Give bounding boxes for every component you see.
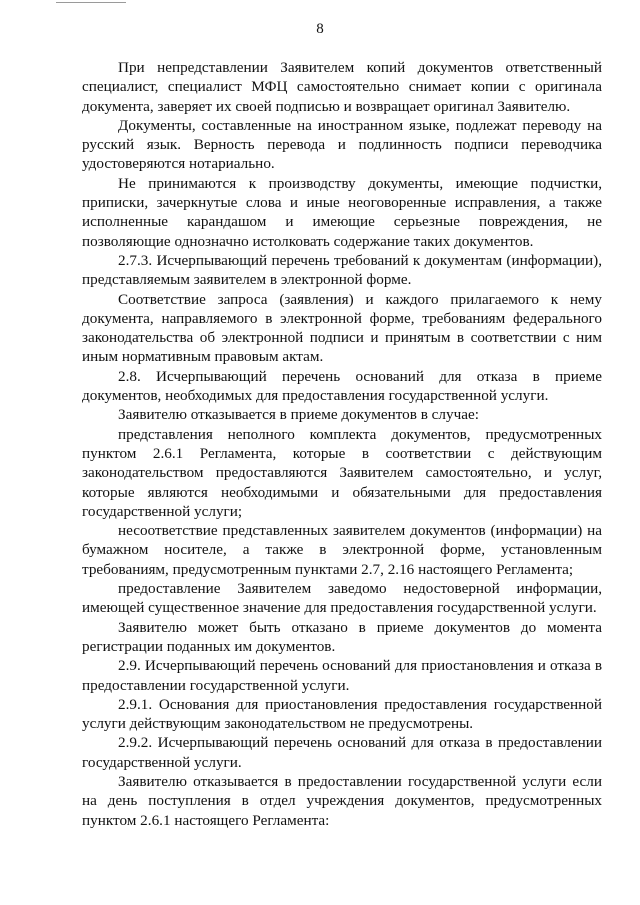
paragraph-refusal-intro: Заявителю отказывается в приеме документов в случае: <box>118 406 479 424</box>
paragraph-false-information: предоставление Заявителем заведомо недостоверной информации, имеющей существенное значение для предоставления государственной услуги. <box>82 580 602 617</box>
paragraph-2-9-1: 2.9.1. Основания для приостановления предоставления государственной услуги действующим законодательством не предусмотрены. <box>82 695 602 733</box>
paragraph-electronic-signature: Соответствие запроса (заявления) и каждого прилагаемого к нему документа, направляемого в электронной форме, требованиям федерального законодательства об электронной подписи и принятым в соответствии с ним иным нормативным правовым актам. <box>82 290 602 366</box>
document-body <box>82 58 602 830</box>
paragraph-2-7-3-heading: 2.7.3. Исчерпывающий перечень требований к документам (информации), представляемым заявителем в электронной форме. <box>82 251 602 289</box>
paragraph-foreign-language: Документы, составленные на иностранном языке, подлежат переводу на русский язык. Верность перевода и подлинность подписи переводчика удостоверяются нотариально. <box>82 116 602 173</box>
paragraph-refusal-before-registration: Заявителю может быть отказано в приеме документов до момента регистрации поданных им документов. <box>82 618 602 655</box>
paragraph-2-8-heading: 2.8. Исчерпывающий перечень оснований для отказа в приеме документов, необходимых для предоставления государственной услуги. <box>82 367 602 405</box>
paragraph-not-accepted-documents: Не принимаются к производству документы, имеющие подчистки, приписки, зачеркнутые слова и иные неоговоренные исправления, а также исполненные карандашом и имеющие серьезные повреждения, не позволяющие однозначно истолковать содержание таких документов. <box>82 174 602 250</box>
top-border-rule <box>56 2 126 3</box>
paragraph-2-9-heading: 2.9. Исчерпывающий перечень оснований для приостановления и отказа в предоставлении государственной услуги. <box>82 657 602 694</box>
paragraph-incomplete-set: представления неполного комплекта документов, предусмотренных пунктом 2.6.1 Регламента, которые в соответствии с действующим законодательством предоставляются Заявителем самостоятельно, и услуг, которые являются необходимыми и обязательными для предоставления государственной услуги; <box>82 425 602 520</box>
paragraph-non-compliance: несоответствие представленных заявителем документов (информации) на бумажном носителе, а также в электронной форме, установленным требованиям, предусмотренным пунктами 2.7, 2.16 настоящего Регламента; <box>82 522 602 578</box>
paragraph-2-9-2: 2.9.2. Исчерпывающий перечень оснований для отказа в предоставлении государственной услуги. <box>82 734 602 771</box>
paragraph-copies-by-specialist: При непредставлении Заявителем копий документов ответственный специалист, специалист МФЦ самостоятельно снимает копии с оригинала документа, заверяет их своей подписью и возвращает оригинал Заявителю. <box>82 59 602 115</box>
page-number: 8 <box>316 21 324 37</box>
paragraph-refusal-service: Заявителю отказывается в предоставлении государственной услуги если на день поступления в отдел учреждения документов, предусмотренных пунктом 2.6.1 настоящего Регламента: <box>82 772 602 829</box>
